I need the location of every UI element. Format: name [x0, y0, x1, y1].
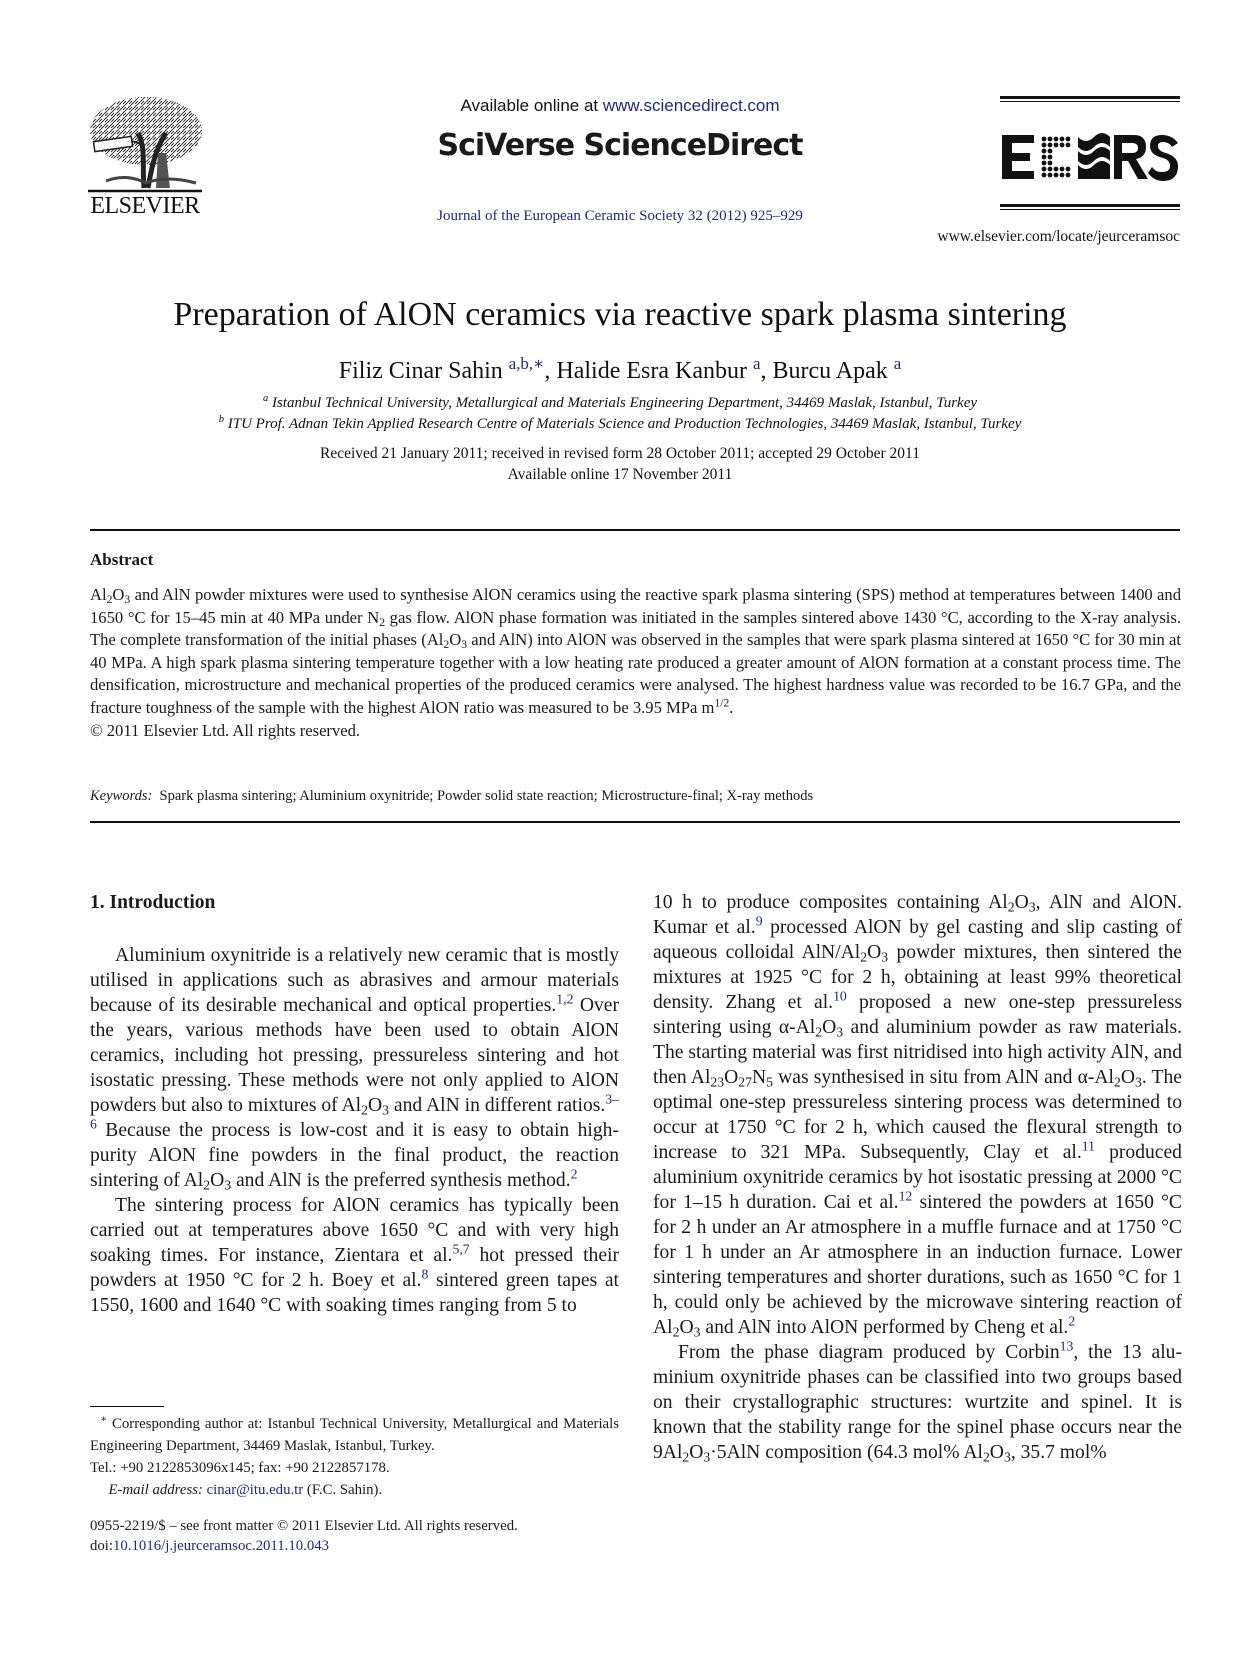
affiliation-a	[0, 395, 1240, 412]
elsevier-wordmark: ELSEVIER	[90, 193, 200, 219]
doi-link[interactable]: 10.1016/j.jeurceramsoc.2011.10.043	[113, 1538, 330, 1554]
copyright-notice: © 2011 Elsevier Ltd. All rights reserved.	[90, 720, 361, 740]
citation-link[interactable]: 9	[755, 913, 763, 929]
author-affiliation-mark[interactable]: a	[753, 354, 761, 373]
citation-link[interactable]: 3–6	[90, 1091, 619, 1132]
abstract-text: $Al_2O_3$ and AlN powder mixtures were used to synthesise AlON ceramics using the reactive spark plasma sintering (SPS) method at temperatures between 1400 and 1650 °C for 15–45 min at 40 MPa under $N_2$ gas flow. AlON phase formation was initiated in the samples sintered above 1430 °C, according to the X-ray analysis. The complete transformation of the initial phases ($Al_2O_3$ and AlN) into AlON was observed in the samples that were spark plasma sintered at 1650 °C for 30 min at 40 MPa. A high spark plasma sintering temperature together with a low heating rate produced a greater amount of AlON formation at a constant process time. The densification, microstructure and mechanical properties of the produced ceramics were analysed. The highest hardness value was recorded to be 16.7 GPa, and the fracture toughness of the sample with the highest AlON ratio was measured to be 3.95 MPa $m^{1/2}$. © 2011 Elsevier Ltd. All rights reserved.	[90, 585, 1182, 740]
citation-link[interactable]: 10	[833, 988, 847, 1004]
intro-paragraph-2: The sintering process for AlON ceramics has typically been carried out at temperatures above 1650 °C and with very high soaking times. For instance, Zientara et al.$^{5,7}$ hot pressed their powders at 1950 °C for 2 h. Boey et al.$^8$ sintered green tapes at 1550, 1600 and 1640 °C with soaking times ranging from 5 to	[90, 1195, 620, 1316]
abstract-top-rule	[90, 529, 1180, 531]
sciverse-sciencedirect-logo: SciVerse ScienceDirect	[437, 128, 803, 163]
author-name: Filiz Cinar Sahin	[338, 358, 503, 384]
affiliation-text: Istanbul Technical University, Metallurgical and Materials Engineering Department, 34469 Maslak, Istanbul, Turkey	[271, 395, 978, 411]
affiliation-b	[0, 416, 1240, 433]
email-link[interactable]: cinar@itu.edu.tr	[206, 1482, 304, 1498]
sciencedirect-link[interactable]: www.sciencedirect.com	[602, 96, 780, 115]
keywords-text: Spark plasma sintering; Aluminium oxynitride; Powder solid state reaction; Microstructure-final; X-ray methods	[159, 788, 814, 804]
author-separator: ,	[544, 358, 557, 384]
ecers-logo-icon	[1000, 126, 1180, 188]
left-column-text	[90, 943, 619, 1318]
citation-link[interactable]: 1,2	[556, 991, 574, 1007]
keywords-label: Keywords:	[90, 788, 153, 804]
abstract-heading: Abstract	[90, 550, 154, 569]
footnote-address: Corresponding author at: Istanbul Technical University, Metallurgical and Materials Engineering Department, 34469 Maslak, Istanbul, Turkey.	[90, 1416, 619, 1454]
intro-paragraph-1: Aluminium oxynitride is a relatively new ceramic that is mostly utilised in applications such as abrasives and armour materials because of its desirable mechanical and optical properties.$^{1,2}$ Over the years, various methods have been used to obtain AlON ceramics, including hot pressing, pressureless sintering and hot isostatic pressing. These methods were not only applied to AlON powders but also to mixtures of $Al_2O_3$ and AlN in different ratios.$^{3-6}$ Because the process is low-cost and it is easy to obtain high-purity AlON fine powders in the final product, the reaction sintering of $Al_2O_3$ and AlN is the preferred synthesis method.$^2$	[90, 945, 619, 1193]
ecers-bottom-rule	[1000, 204, 1180, 210]
citation-link[interactable]: 5,7	[452, 1241, 470, 1257]
author-affiliation-mark[interactable]: a,b,∗	[508, 354, 545, 373]
author-name: Burcu Apak	[772, 358, 888, 384]
author-list	[0, 354, 1240, 385]
citation-link[interactable]: 8	[421, 1266, 429, 1282]
article-title: Preparation of AlON ceramics via reactive spark plasma sintering	[173, 296, 1067, 333]
keywords-line	[90, 788, 813, 805]
affiliation-mark: b	[218, 414, 224, 425]
section-heading-introduction: 1. Introduction	[90, 892, 216, 913]
intro-paragraph-continued: 10 h to produce composites containing $Al_2O_3$, AlN and AlON. Kumar et al.$^9$ processed AlON by gel casting and slip casting of aqueous colloidal AlN/$Al_2O_3$ powder mixtures, then sintered the mixtures at 1925 °C for 2 h, obtaining at least 99% theoretical density. Zhang et al.$^{10}$ proposed a new one-step pressureless sintering using $\alpha-Al_2O_3$ and aluminium powder as raw materials. The starting material was first nitridised into high activity AlN, and then $Al_{23}O_{27}N_5$ was synthesised in situ from AlN and $\alpha-Al_2O_3$. The optimal one-step pressureless sintering process was determined to occur at 1750 °C for 2 h, which caused the flexural strength to increase to 321 MPa. Subsequently, Clay et al.$^{11}$ produced aluminium oxynitride ceramics by hot isostatic pressing at 2000 °C for 1–15 h duration. Cai et al.$^{12}$ sintered the powders at 1650 °C for 2 h under an Ar atmosphere in a muffle furnace and at 1750 °C for 1 h under an Ar atmosphere in an induction furnace. Lower sintering temperatures and shorter durations, such as 1650 °C for 1 h, could only be achieved by the microwave sintering reaction of $Al_2O_3$ and AlN into AlON performed by Cheng et al.$^2$	[653, 892, 1183, 1340]
journal-homepage-url[interactable]: www.elsevier.com/locate/jeurceramsoc	[937, 228, 1180, 245]
citation-link[interactable]: 12	[898, 1188, 913, 1204]
front-matter	[90, 1516, 518, 1556]
intro-paragraph-3: From the phase diagram produced by Corbin$^{13}$, the 13 aluminium oxynitride phases can be classified into two groups based on their crystallographic structures: wurtzite and spinel. It is known that the stability range for the spinel phase occurs near the $9Al_2O_3\cdot 5AlN$ composition (64.3 mol% $Al_2O_3$, 35.7 mol%	[653, 1338, 1182, 1465]
right-column-text	[653, 890, 1182, 1465]
citation-link[interactable]: 2	[1068, 1313, 1076, 1329]
ecers-top-rule	[1000, 96, 1180, 102]
doi-label: doi:	[90, 1538, 114, 1554]
ecers-logo-block	[1000, 96, 1180, 210]
received-dates: Received 21 January 2011; received in revised form 28 October 2011; accepted 29 October 2011	[320, 445, 920, 462]
affiliation-text: ITU Prof. Adnan Tekin Applied Research Centre of Materials Science and Production Technologies, 34469 Maslak, Istanbul, Turkey	[227, 416, 1022, 432]
email-label: E-mail address:	[108, 1482, 203, 1498]
author-affiliation-mark[interactable]: a	[893, 354, 902, 373]
affiliation-mark: a	[262, 393, 269, 404]
available-prefix: Available online at	[460, 96, 603, 115]
author-name: Halide Esra Kanbur	[556, 358, 747, 384]
citation-link[interactable]: 13	[1059, 1338, 1074, 1354]
author-separator: ,	[760, 358, 773, 384]
citation-link[interactable]: 11	[1081, 1138, 1095, 1154]
citation-link[interactable]: 2	[570, 1166, 578, 1182]
abstract-bottom-rule	[90, 821, 1180, 823]
footnote-rule	[90, 1406, 164, 1407]
footnote-phone: Tel.: +90 2122853096x145; fax: +90 2122857178.	[90, 1460, 390, 1476]
journal-citation[interactable]: Journal of the European Ceramic Society 32 (2012) 925–929	[437, 208, 803, 224]
available-online-date: Available online 17 November 2011	[507, 466, 733, 483]
footnote-mark: ∗	[99, 1414, 108, 1426]
issn-line: 0955-2219/$ – see front matter © 2011 Elsevier Ltd. All rights reserved.	[90, 1518, 518, 1534]
corresponding-author-footnote: ∗ Corresponding author at: Istanbul Technical University, Metallurgical and Materials Engineering Department, 34469 Maslak, Istanbul, Turkey. Tel.: +90 2122853096x145; fax: +90 2122857178. E-mail address: cinar@itu.edu.tr (F.C. Sahin).	[90, 1414, 619, 1498]
